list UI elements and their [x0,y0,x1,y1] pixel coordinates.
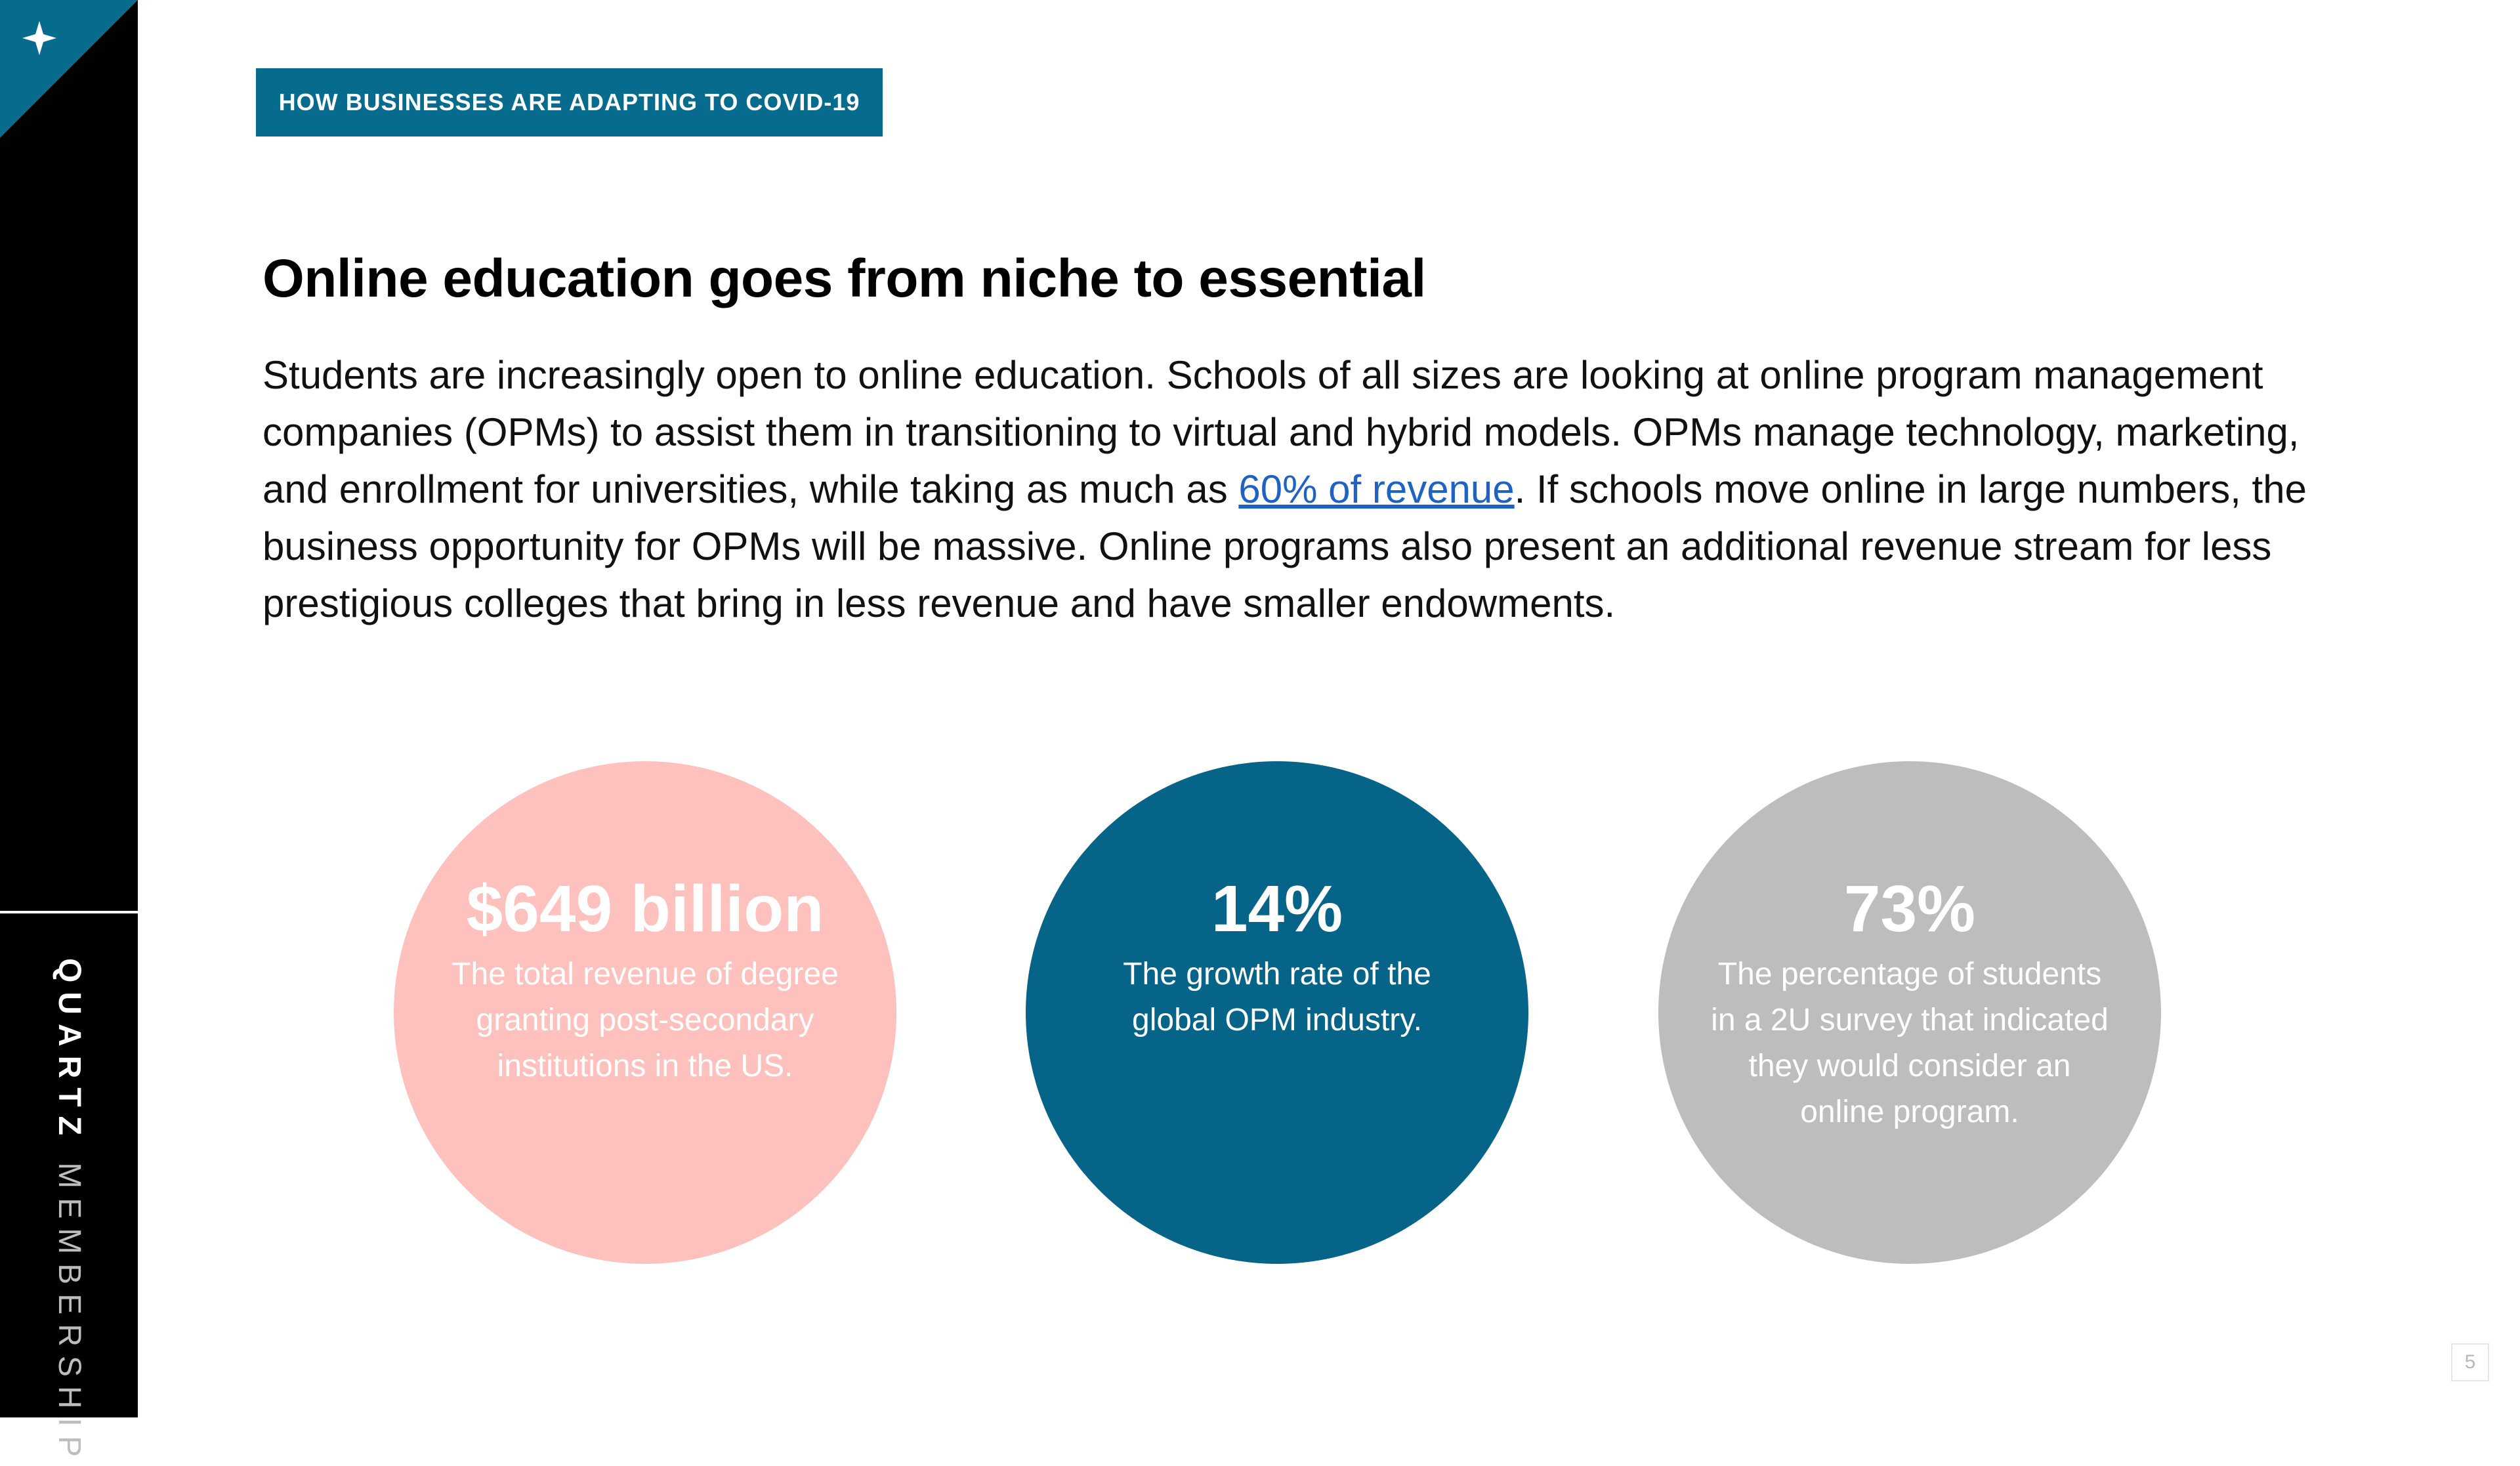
corner-triangle [0,0,138,138]
revenue-link[interactable]: 60% of revenue [1238,467,1515,511]
brand-name: QUARTZ [52,958,87,1144]
section-badge: HOW BUSINESSES ARE ADAPTING TO COVID-19 [256,68,883,136]
stat-circle-growth [1026,761,1528,1264]
page-title: Online education goes from niche to essential [262,249,1426,308]
brand-sidebar [0,0,138,1466]
body-text-part: Students are increasingly open to online education. Schools of all sizes are looking at online program management companies (OPMs) to assist them in transitioning to virtual and hybrid models. OPMs manage technology, marketing, and enrollment for universities, while taking as much as [262,353,2300,511]
stat-description: The growth rate of the global OPM industry. [1123,957,1431,1037]
stat-value: 73% [1843,872,1976,946]
stat-circle-revenue [394,761,896,1264]
page-number: 5 [2451,1343,2489,1381]
stat-circle-students [1658,761,2161,1264]
stat-description: The total revenue of degree granting post-secondary institutions in the US. [452,957,839,1083]
brand-tagline: MEMBERSHIP [52,1144,87,1466]
body-text-part: . If schools move online in large numbers, the business opportunity for OPMs will be massive. Online programs also present an additional revenue stream for less prestigious colleges that bring in less revenue and have smaller endowments. [262,467,2307,625]
corner-accent [0,0,138,138]
stat-value: $649 billion [466,872,824,946]
brand-wordmark [53,958,85,1466]
stat-description: The percentage of students in a 2U survey that indicated they would consider an online program. [1711,957,2109,1129]
sidebar-divider [0,911,138,913]
stat-value: 14% [1211,872,1343,946]
body-paragraph [262,346,2362,632]
